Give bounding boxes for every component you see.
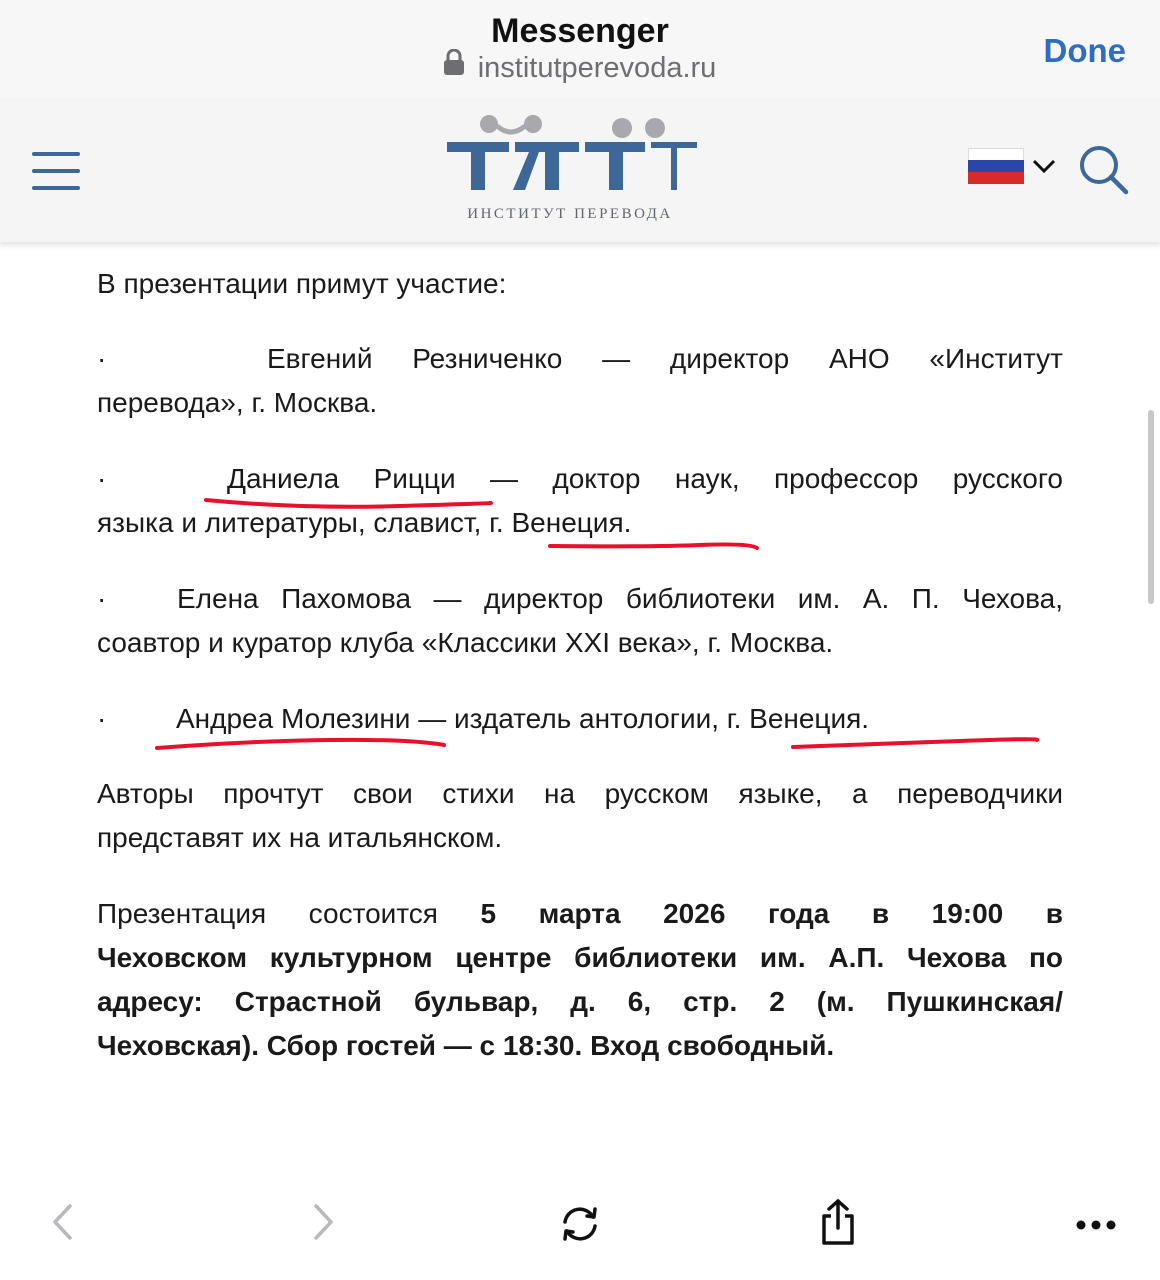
event-line-4: Чеховская). Сбор гостей — с 18:30. Вход свободный. bbox=[97, 1030, 835, 1061]
participant-line: языка и литературы, славист, г. Венеция. bbox=[97, 507, 632, 538]
site-logo[interactable] bbox=[445, 112, 701, 199]
participant-line: соавтор и куратор клуба «Классики XXI века», г. Москва. bbox=[97, 627, 834, 658]
scrollbar[interactable] bbox=[1148, 410, 1154, 604]
russian-flag-icon[interactable] bbox=[968, 148, 1024, 184]
bullet: · bbox=[97, 583, 107, 614]
participant-item bbox=[97, 697, 1063, 741]
logo-text: ИНСТИТУТ ПЕРЕВОДА bbox=[467, 206, 673, 222]
readers-line: представят их на итальянском. bbox=[97, 822, 503, 853]
bullet: · bbox=[97, 463, 107, 494]
site-header bbox=[0, 100, 1160, 242]
event-line-1 bbox=[97, 892, 1063, 936]
share-icon[interactable] bbox=[818, 1198, 858, 1251]
menu-icon[interactable] bbox=[32, 152, 80, 192]
event-line-3: адресу: Страстной бульвар, д. 6, стр. 2 (м. Пушкинская/ bbox=[97, 986, 1063, 1017]
intro-text: В презентации примут участие: bbox=[97, 268, 507, 299]
url-bar[interactable] bbox=[0, 52, 1160, 86]
participant-line: Елена Пахомова — директор библиотеки им. А. П. Чехова, bbox=[177, 583, 1063, 614]
app-title: Messenger bbox=[491, 12, 669, 50]
chevron-down-icon[interactable] bbox=[1032, 158, 1056, 179]
participant-line: Евгений Резниченко — директор АНО «Институт bbox=[267, 343, 1063, 374]
readers-line: Авторы прочтут свои стихи на русском языке, а переводчики bbox=[97, 778, 1063, 809]
search-icon[interactable] bbox=[1078, 144, 1130, 201]
readers-paragraph bbox=[97, 772, 1063, 860]
participant-item bbox=[97, 577, 1063, 665]
participant-line: Даниела Рицци — доктор наук, профессор русского bbox=[227, 463, 1063, 494]
more-icon[interactable] bbox=[1076, 1218, 1116, 1236]
chevron-left-icon[interactable] bbox=[50, 1202, 74, 1247]
reload-icon[interactable] bbox=[558, 1204, 602, 1249]
event-date: 5 марта 2026 года в 19:00 в bbox=[480, 898, 1063, 929]
chevron-right-icon[interactable] bbox=[312, 1202, 336, 1247]
participant-item bbox=[97, 457, 1063, 545]
bullet: · bbox=[97, 343, 107, 374]
event-line-2: Чеховском культурном центре библиотеки им. А.П. Чехова по bbox=[97, 942, 1063, 973]
bullet: · bbox=[97, 703, 107, 734]
browser-toolbar bbox=[0, 1180, 1160, 1280]
event-prefix: Презентация состоится bbox=[97, 898, 481, 929]
participant-item bbox=[97, 337, 1063, 425]
participant-line: Андреа Молезини — издатель антологии, г. Венеция. bbox=[176, 703, 870, 734]
lock-icon bbox=[444, 49, 464, 83]
browser-topbar bbox=[0, 0, 1160, 100]
url-text: institutperevoda.ru bbox=[477, 52, 717, 84]
underline-andrea bbox=[157, 740, 444, 748]
event-paragraph bbox=[97, 892, 1063, 1068]
participant-line: перевода», г. Москва. bbox=[97, 387, 378, 418]
done-button[interactable]: Done bbox=[1043, 32, 1126, 69]
